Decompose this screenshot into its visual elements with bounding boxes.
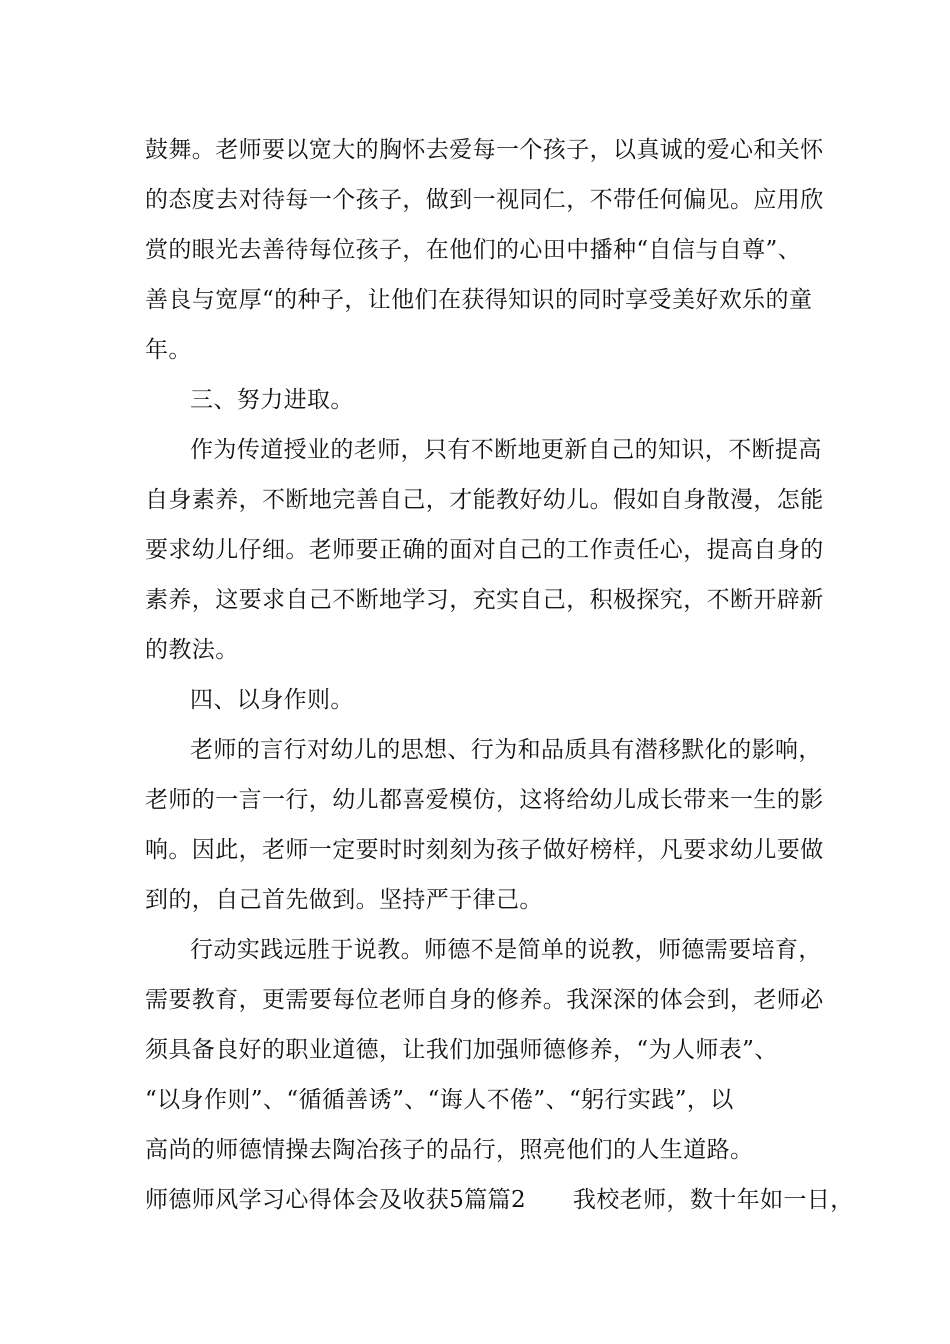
text-line: 需要教育，更需要每位老师自身的修养。我深深的体会到，老师必	[145, 987, 824, 1013]
text-line: 老师的一言一行，幼儿都喜爱模仿，这将给幼儿成长带来一生的影	[145, 787, 824, 813]
article-title-line: 师德师风学习心得体会及收获5篇篇2 我校老师，数十年如一日，	[145, 1187, 854, 1213]
section-heading: 四、以身作则。	[190, 687, 354, 713]
text-line: 善良与宽厚“的种子，让他们在获得知识的同时享受美好欢乐的童	[145, 287, 813, 313]
text-line: 素养，这要求自己不断地学习，充实自己，积极探究，不断开辟新	[145, 587, 824, 613]
text-line: “以身作则”、“循循善诱”、“诲人不倦”、“躬行实践”，以	[145, 1087, 734, 1113]
text-line: 须具备良好的职业道德，让我们加强师德修养，“为人师表”、	[145, 1037, 778, 1063]
section-heading: 三、努力进取。	[190, 387, 354, 413]
text-line: 老师的言行对幼儿的思想、行为和品质具有潜移默化的影响，	[190, 737, 822, 763]
text-line: 响。因此，老师一定要时时刻刻为孩子做好榜样，凡要求幼儿要做	[145, 837, 824, 863]
text-line: 赏的眼光去善待每位孩子，在他们的心田中播种“自信与自尊”、	[145, 237, 802, 263]
text-line: 高尚的师德情操去陶冶孩子的品行，照亮他们的人生道路。	[145, 1137, 754, 1163]
text-line: 鼓舞。老师要以宽大的胸怀去爱每一个孩子，以真诚的爱心和关怀	[145, 137, 824, 163]
text-line: 行动实践远胜于说教。师德不是简单的说教，师德需要培育，	[190, 937, 822, 963]
text-line: 年。	[145, 337, 192, 363]
text-line: 自身素养，不断地完善自己，才能教好幼儿。假如自身散漫，怎能	[145, 487, 824, 513]
text-line: 的态度去对待每一个孩子，做到一视同仁，不带任何偏见。应用欣	[145, 187, 824, 213]
text-line: 作为传道授业的老师，只有不断地更新自己的知识，不断提高	[190, 437, 822, 463]
text-line: 到的，自己首先做到。坚持严于律己。	[145, 887, 543, 913]
text-line: 的教法。	[145, 637, 239, 663]
text-line: 要求幼儿仔细。老师要正确的面对自己的工作责任心，提高自身的	[145, 537, 824, 563]
